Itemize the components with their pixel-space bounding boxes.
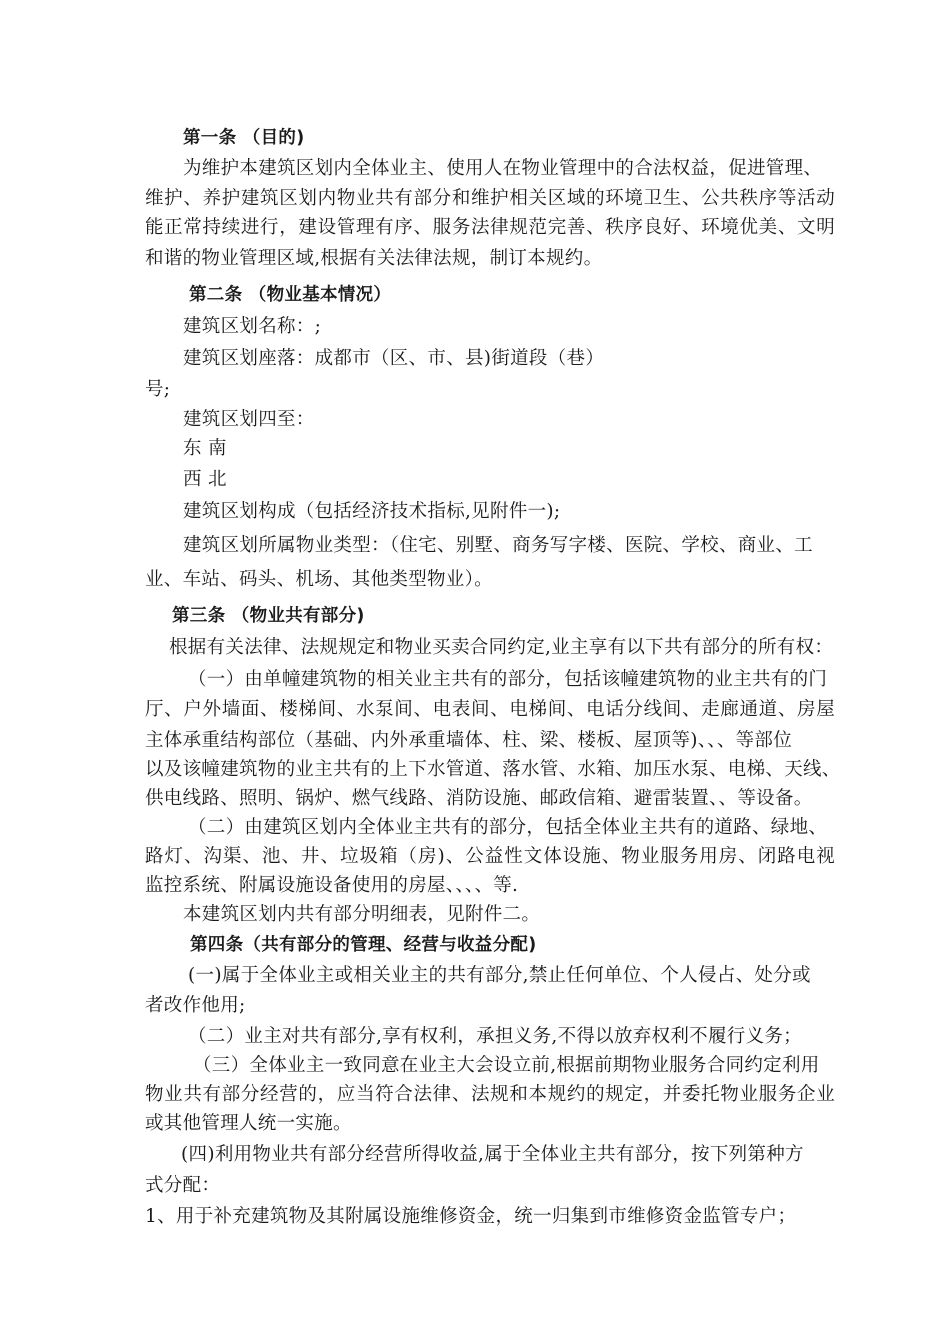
paragraph-line: (四)利用物业共有部分经营所得收益,属于全体业主共有部分，按下列第种方	[181, 1144, 804, 1165]
paragraph-line: 1、用于补充建筑物及其附属设施维修资金，统一归集到市维修资金监管专户；	[145, 1206, 797, 1227]
article-2-heading: 第二条 （物业基本情况）	[189, 285, 392, 305]
paragraph-line: 本建筑区划内共有部分明细表，见附件二。	[183, 904, 541, 925]
paragraph-line: 供电线路、照明、锅炉、燃气线路、消防设施、邮政信箱、避雷装置、、等设备。	[145, 788, 813, 809]
paragraph-line: 建筑区划构成（包括经济技术指标,见附件一);	[183, 501, 561, 522]
paragraph-line: 路灯、沟渠、池、井、垃圾箱（房)、公益性文体设施、物业服务用房、闭路电视	[145, 846, 835, 867]
paragraph-line: 西 北	[183, 469, 227, 490]
paragraph-line: （一）由单幢建筑物的相关业主共有的部分，包括该幢建筑物的业主共有的门	[188, 669, 828, 690]
paragraph-line: (一)属于全体业主或相关业主的共有部分,禁止任何单位、个人侵占、处分或	[188, 965, 811, 986]
paragraph-line: 厅、户外墙面、楼梯间、水泵间、电表间、电梯间、电话分线间、走廊通道、房屋	[145, 699, 835, 720]
article-4-heading: 第四条（共有部分的管理、经营与收益分配)	[190, 935, 537, 955]
paragraph-line: 号;	[145, 379, 171, 400]
paragraph-line: 建筑区划四至：	[183, 409, 315, 430]
paragraph-line: 业、车站、码头、机场、其他类型物业）。	[145, 569, 493, 590]
paragraph-line: 者改作他用;	[145, 995, 246, 1016]
paragraph-line: 维护、养护建筑区划内物业共有部分和维护相关区域的环境卫生、公共秩序等活动	[145, 188, 835, 209]
paragraph-line: 建筑区划座落：成都市（区、市、县)街道段（巷）	[183, 348, 605, 369]
paragraph-line: 建筑区划所属物业类型：（住宅、别墅、商务写字楼、医院、学校、商业、工	[183, 535, 813, 556]
article-1-heading: 第一条 （目的)	[183, 128, 305, 148]
paragraph-line: （三）全体业主一致同意在业主大会设立前,根据前期物业服务合同约定利用	[193, 1055, 820, 1076]
paragraph-line: 监控系统、附属设施设备使用的房屋、、、、等.	[145, 875, 519, 896]
paragraph-line: 能正常持续进行，建设管理有序、服务法律规范完善、秩序良好、环境优美、文明	[145, 217, 835, 238]
paragraph-line: 和谐的物业管理区域,根据有关法律法规，制订本规约。	[145, 248, 603, 269]
paragraph-line: 为维护本建筑区划内全体业主、使用人在物业管理中的合法权益，促进管理、	[183, 158, 823, 179]
paragraph-line: 式分配：	[145, 1175, 221, 1196]
paragraph-line: 根据有关法律、法规规定和物业买卖合同约定,业主享有以下共有部分的所有权：	[169, 637, 834, 658]
article-3-heading: 第三条 （物业共有部分)	[172, 606, 365, 626]
paragraph-line: 东 南	[183, 438, 227, 459]
paragraph-line: 物业共有部分经营的，应当符合法律、法规和本规约的规定，并委托物业服务企业	[145, 1084, 835, 1105]
paragraph-line: 或其他管理人统一实施。	[145, 1113, 352, 1134]
paragraph-line: （二）业主对共有部分,享有权利，承担义务,不得以放弃权利不履行义务；	[188, 1026, 802, 1047]
paragraph-line: （二）由建筑区划内全体业主共有的部分，包括全体业主共有的道路、绿地、	[188, 817, 828, 838]
paragraph-line: 主体承重结构部位（基础、内外承重墙体、柱、梁、楼板、屋顶等)、、、等部位	[145, 730, 793, 751]
paragraph-line: 以及该幢建筑物的业主共有的上下水管道、落水管、水箱、加压水泵、电梯、天线、	[145, 759, 841, 780]
paragraph-line: 建筑区划名称：;	[183, 316, 322, 337]
